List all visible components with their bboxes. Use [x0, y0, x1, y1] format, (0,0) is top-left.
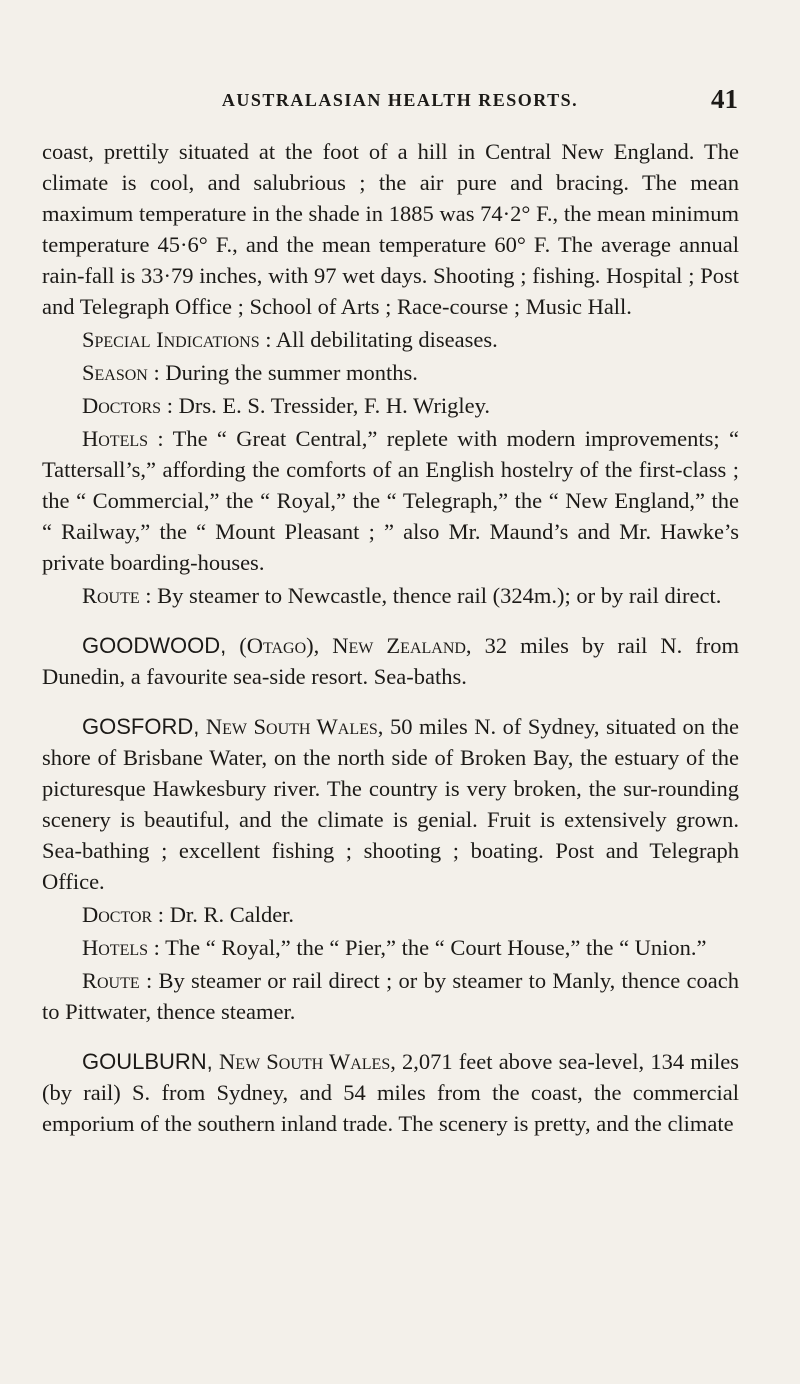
gosford-hotels	[42, 932, 739, 963]
route-label: Route :	[82, 583, 152, 608]
place-region-gosford: New South Wales,	[205, 714, 384, 739]
place-region-goulburn: New South Wales,	[218, 1049, 396, 1074]
gosford-route	[42, 965, 739, 1027]
doctors-text: Drs. E. S. Tressider, F. H. Wrigley.	[178, 393, 491, 418]
place-name-goulburn: GOULBURN,	[82, 1049, 213, 1074]
season-text: During the summer months.	[165, 360, 418, 385]
route	[42, 580, 739, 611]
doctors	[42, 390, 739, 421]
special-indications	[42, 324, 739, 355]
doctors-label: Doctors :	[82, 393, 173, 418]
armidale-continuation: coast, prettily situated at the foot of a hill in Central New England. The climate is cool, and salubrious ; the air pure and bracing. The mean maximum temperature in the shade in 1885 was 74·2° F., the mean minimum temperature 45·6° F., and the mean temperature 60° F. The average annual rain-fall is 33·79 inches, with 97 wet days. Shooting ; fishing. Hospital ; Post and Telegraph Office ; School of Arts ; Race-course ; Music Hall.	[42, 139, 739, 319]
hotels	[42, 423, 739, 578]
page-header	[0, 84, 800, 120]
season	[42, 357, 739, 388]
gosford-hotels-label: Hotels :	[82, 935, 160, 960]
gosford-doctor-text: Dr. R. Calder.	[169, 902, 295, 927]
place-text-goulburn: 2,071 feet above sea-level, 134 miles (by rail) S. from Sydney, and 54 miles from the coast, the commercial emporium of the southern inland trade. The scenery is pretty, and the climate	[42, 1049, 740, 1136]
hotels-label: Hotels :	[82, 426, 164, 451]
gosford-route-label: Route :	[82, 968, 153, 993]
entry-goulburn	[42, 1046, 739, 1139]
place-name-goodwood: GOODWOOD,	[82, 633, 227, 658]
place-region-goodwood: (Otago), New Zealand,	[239, 633, 472, 658]
gosford-route-text: By steamer or rail direct ; or by steamer to Manly, thence coach to Pittwater, thence steamer.	[42, 968, 740, 1024]
hotels-text: The “ Great Central,” replete with modern improvements; “ Tattersall’s,” affording the comforts of an English hostelry of the first-class ; the “ Commercial,” the “ Royal,” the “ Telegraph,” the “ New England,” the “ Railway,” the “ Mount Pleasant ; ” also Mr. Maund’s and Mr. Hawke’s private boarding-houses.	[42, 426, 740, 575]
page-number: 41	[711, 84, 738, 114]
gosford-hotels-text: The “ Royal,” the “ Pier,” the “ Court House,” the “ Union.”	[165, 935, 707, 960]
page-body	[42, 136, 739, 1139]
place-text-goodwood: 32 miles by rail N. from Dunedin, a favourite sea-side resort. Sea-baths.	[42, 633, 740, 689]
special-indications-label: Special Indications :	[82, 327, 272, 352]
place-name-gosford: GOSFORD,	[82, 714, 200, 739]
gosford-doctor	[42, 899, 739, 930]
season-label: Season :	[82, 360, 160, 385]
place-text-gosford: 50 miles N. of Sydney, situated on the shore of Brisbane Water, on the north side of Broken Bay, the estuary of the picturesque Hawkesbury river. The country is very broken, the sur-rounding scenery is beautiful, and the climate is genial. Fruit is extensively grown. Sea-bathing ; excellent fishing ; shooting ; boating. Post and Telegraph Office.	[42, 714, 740, 894]
entry-gosford	[42, 711, 739, 897]
route-text: By steamer to Newcastle, thence rail (324m.); or by rail direct.	[157, 583, 722, 608]
entry-goodwood	[42, 630, 739, 692]
gosford-doctor-label: Doctor :	[82, 902, 165, 927]
special-indications-text: All debilitating diseases.	[275, 327, 498, 352]
running-head: AUSTRALASIAN HEALTH RESORTS.	[221, 90, 579, 110]
